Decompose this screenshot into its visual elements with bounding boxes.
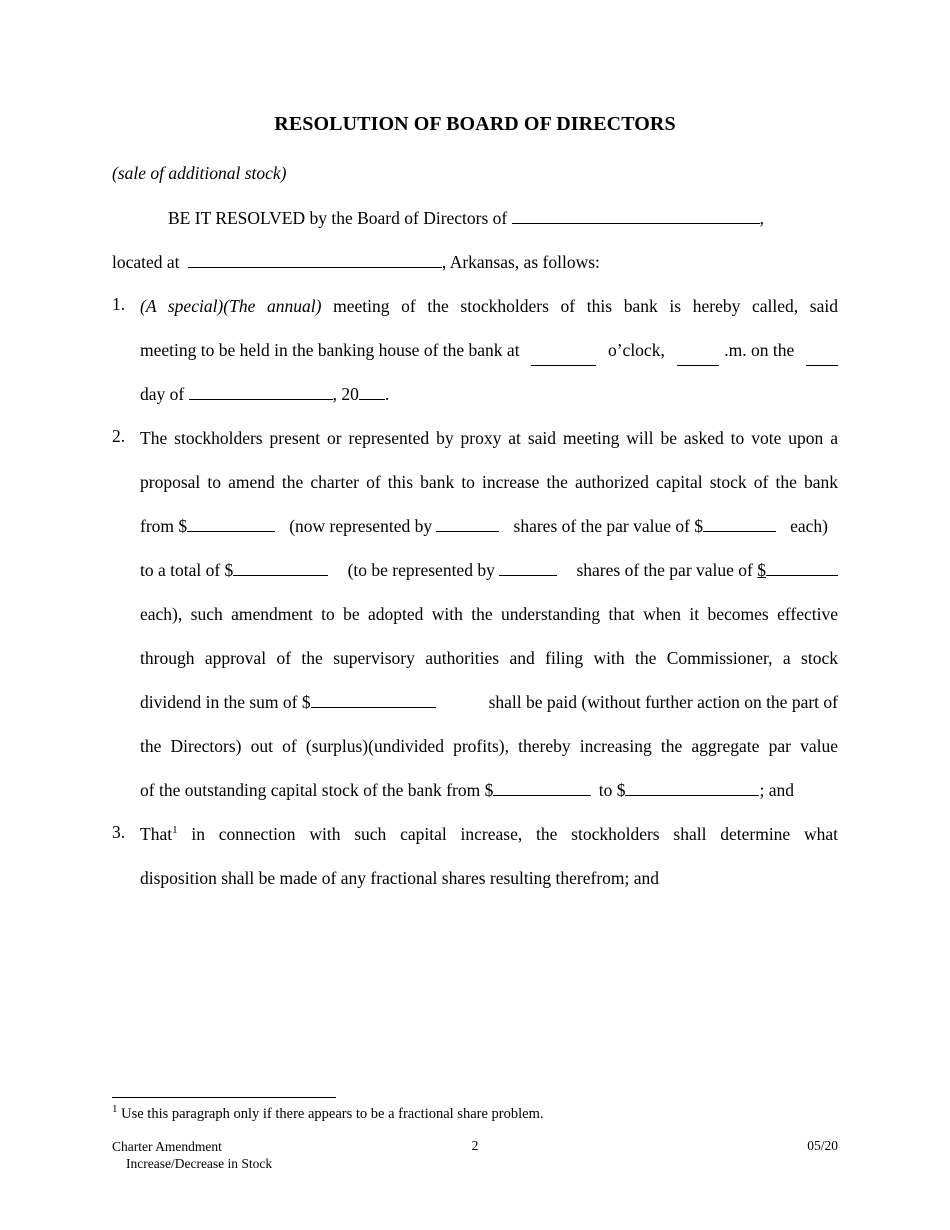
footnote: $^1$ Use this paragraph only if there appears to be a fractional share problem. [112,1103,544,1122]
meeting-hour-blank[interactable] [531,348,596,366]
item-body: That$^1$ in connection with such capital increase, the stockholders shall determine what disposition shall be made of any fractional shares resulting therefrom; and [140,824,838,888]
meeting-day-blank[interactable] [806,348,838,366]
footnote-reference[interactable]: 1 [172,824,178,837]
subtitle: (sale of additional stock) [112,163,287,183]
item-number: 3. [112,822,126,842]
intro-line-1: BE IT RESOLVED by the Board of Directors of , [168,208,765,228]
new-capital-blank[interactable] [233,558,328,576]
document-page [112,0,838,1230]
current-shares-blank[interactable] [436,514,499,532]
current-capital-blank[interactable] [187,514,275,532]
footer-date: 05/20 [807,1138,838,1153]
current-par-value-blank[interactable] [703,514,776,532]
item-number: 1. [112,294,126,314]
am-pm-blank[interactable] [677,348,719,366]
page-title: RESOLUTION OF BOARD OF DIRECTORS [274,113,676,135]
intro-line-2: located at , Arkansas, as follows: [112,252,600,272]
location-blank[interactable] [188,250,442,268]
bank-name-blank[interactable] [512,206,760,224]
meeting-year-blank[interactable] [359,382,385,400]
page-number: 2 [471,1138,479,1153]
footer-left: Charter Amendment Increase/Decrease in Stock [112,1139,273,1171]
new-par-value-blank[interactable] [766,558,838,576]
par-value-to-blank[interactable] [625,778,759,796]
new-shares-blank[interactable] [499,558,557,576]
item-number: 2. [112,426,126,446]
item-body: (A special)(The annual) meeting of the stockholders of this bank is hereby called, said meeting to be held in the banking house of the bank at o’clock, .m. on the day of , 20 . [140,296,838,404]
item-body: The stockholders present or represented by proxy at said meeting will be asked to vote upon a proposal to amend the charter of this bank to increase the authorized capital stock of the bank from $ (now represented by shares of the par value of $ each) to a total of $ (to be represented by shares of the par value of $ each), such amendment to be adopted with the understanding that when it becomes effective through approval of the supervisory authorities and filing with the Commissioner, a stock dividend in the sum of $ shall be paid (without further action on the part of the Directors) out of (surplus)(undivided profits), thereby increasing the aggregate par value of the outstanding capital stock of the bank from $ to $ ; and [140,428,838,800]
stock-dividend-blank[interactable] [311,690,436,708]
meeting-month-blank[interactable] [189,382,333,400]
footnote-divider [112,1097,336,1098]
par-value-from-blank[interactable] [493,778,591,796]
